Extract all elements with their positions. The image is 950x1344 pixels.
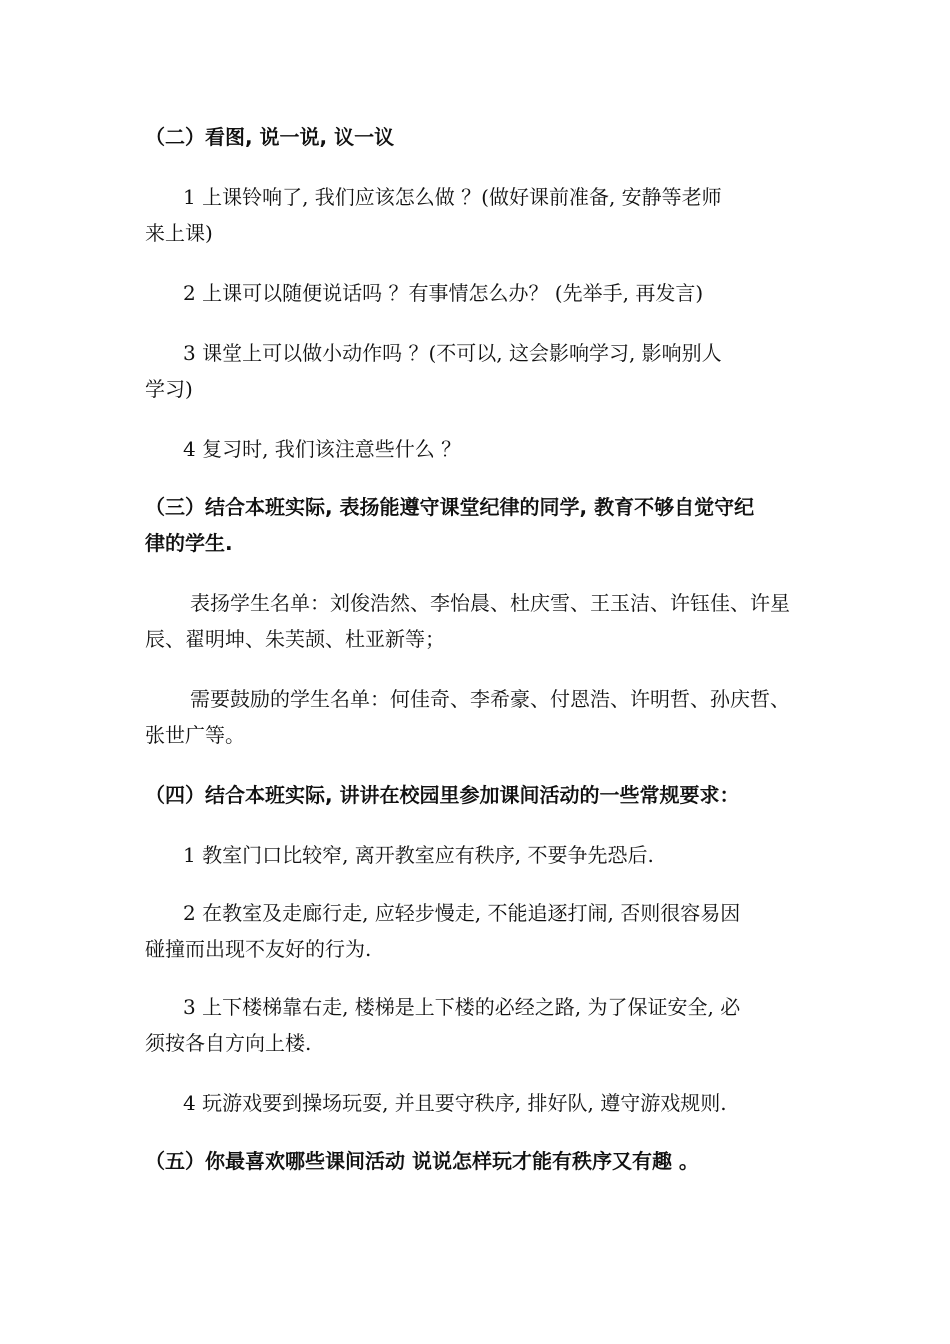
praise-list-line-1: 表扬学生名单：刘俊浩然、李怡晨、杜庆雪、王玉洁、许钰佳、许星 xyxy=(190,591,790,615)
praise-list-line-2: 辰、翟明坤、朱芙颉、杜亚新等； xyxy=(145,627,445,651)
section-4-item-3-line-2: 须按各自方向上楼. xyxy=(145,1031,312,1055)
section-4-item-4-line-1: 4 玩游戏要到操场玩耍, 并且要守秩序, 排好队, 遵守游戏规则. xyxy=(183,1091,727,1115)
section-2-heading: （二）看图, 说一说, 议一议 xyxy=(145,125,395,149)
section-4-heading: （四）结合本班实际, 讲讲在校园里参加课间活动的一些常规要求： xyxy=(145,783,740,807)
section-2-item-3-line-1: 3 课堂上可以做小动作吗 ？(不可以, 这会影响学习, 影响别人 xyxy=(183,341,722,365)
section-2-item-1-line-2: 来上课) xyxy=(145,221,213,245)
section-2-item-2-line-1: 2 上课可以随便说话吗 ？有事情怎么办？ (先举手, 再发言) xyxy=(183,281,704,305)
section-4-item-2-line-1: 2 在教室及走廊行走, 应轻步慢走, 不能追逐打闹, 否则很容易因 xyxy=(183,901,741,925)
encourage-list-line-1: 需要鼓励的学生名单：何佳奇、李希豪、付恩浩、许明哲、孙庆哲、 xyxy=(190,687,790,711)
section-3-heading-line-1: （三）结合本班实际, 表扬能遵守课堂纪律的同学, 教育不够自觉守纪 xyxy=(145,495,755,519)
section-4-item-3-line-1: 3 上下楼梯靠右走, 楼梯是上下楼的必经之路, 为了保证安全, 必 xyxy=(183,995,741,1019)
section-2-item-4-line-1: 4 复习时, 我们该注意些什么 ？ xyxy=(183,437,462,461)
section-2-item-1-line-1: 1 上课铃响了, 我们应该怎么做 ？(做好课前准备, 安静等老师 xyxy=(183,185,722,209)
section-3-heading-line-2: 律的学生. xyxy=(145,531,233,555)
section-5-heading: （五）你最喜欢哪些课间活动 说说怎样玩才能有秩序又有趣 。 xyxy=(145,1149,699,1173)
section-2-item-3-line-2: 学习) xyxy=(145,377,193,401)
encourage-list-line-2: 张世广等。 xyxy=(145,723,245,747)
section-4-item-2-line-2: 碰撞而出现不友好的行为. xyxy=(145,937,372,961)
section-4-item-1-line-1: 1 教室门口比较窄, 离开教室应有秩序, 不要争先恐后. xyxy=(183,843,654,867)
